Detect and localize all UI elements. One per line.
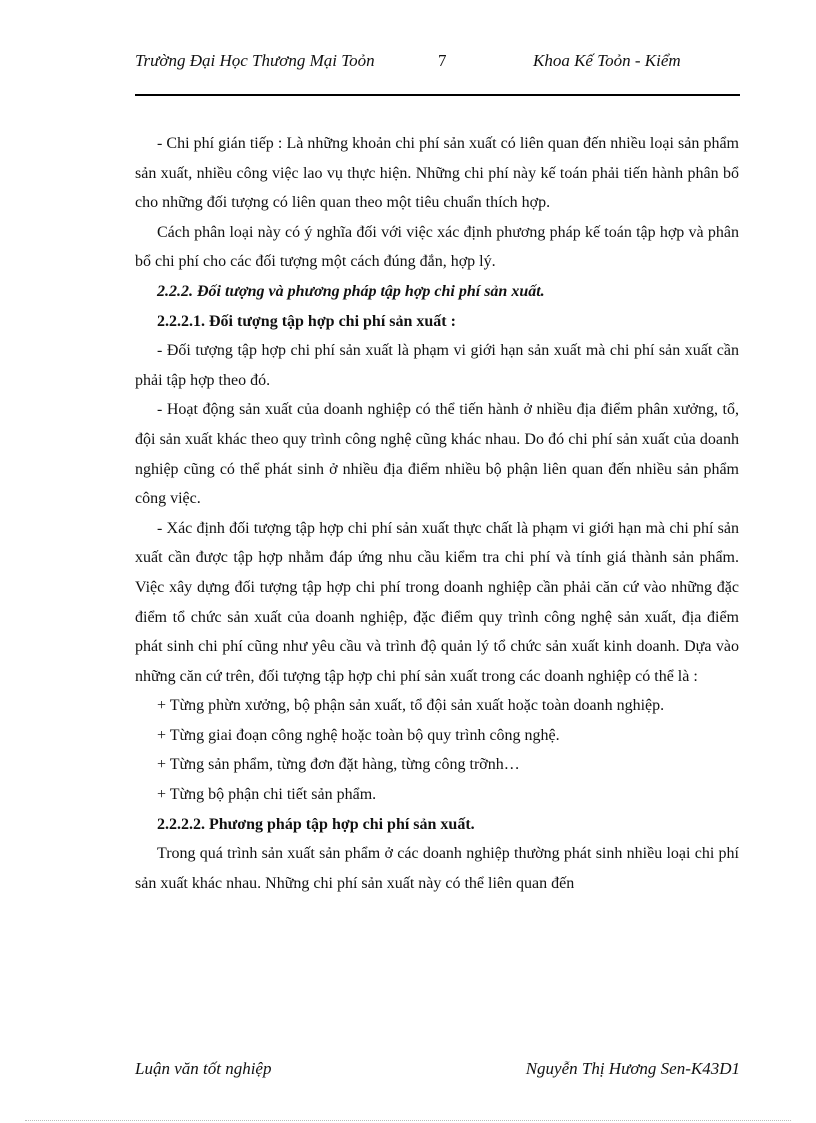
page-number: 7 — [438, 51, 447, 70]
header-university: Trường Đại Học Thương Mại Toỏn — [135, 51, 375, 70]
paragraph-production-process: Trong quá trình sản xuất sản phẩm ở các doanh nghiệp thường phát sinh nhiều loại chi phí sản xuất khác nhau. Những chi phí sản xuất này có thể liên quan đến — [135, 845, 739, 892]
section-heading-2-2-2: 2.2.2. Đối tượng và phương pháp tập hợp chi phí sản xuất. — [157, 282, 545, 300]
list-item: + Từng giai đoạn công nghệ hoặc toàn bộ quy trình công nghệ. — [157, 726, 560, 744]
paragraph-indirect-costs: - Chi phí gián tiếp : Là những khoản chi phí sản xuất có liên quan đến nhiều loại sản phẩm sản xuất, nhiều công việc lao vụ thực hiện. Những chi phí này kế toán phải tiến hành phân bổ cho những đối tượng có liên quan theo một tiêu chuẩn thích hợp. — [135, 135, 739, 212]
list-item: + Từng phừn xưởng, bộ phận sản xuất, tổ đội sản xuất hoặc toàn doanh nghiệp. — [157, 697, 665, 715]
footer-author: Nguyễn Thị Hương Sen-K43D1 — [525, 1059, 740, 1078]
list-item: + Từng sản phẩm, từng đơn đặt hàng, từng công trỡnh… — [157, 756, 520, 774]
subsection-heading-2-2-2-2: 2.2.2.2. Phương pháp tập hợp chi phí sản xuất. — [157, 815, 475, 833]
page-header — [135, 50, 740, 96]
subsection-heading-2-2-2-1: 2.2.2.1. Đối tượng tập hợp chi phí sản xuất : — [157, 312, 456, 330]
paragraph-determining-object: - Xác định đối tượng tập hợp chi phí sản xuất thực chất là phạm vi giới hạn mà chi phí sản xuất cần được tập hợp nhằm đáp ứng nhu cầu kiểm tra chi phí và tính giá thành sản phẩm. Việc xây dựng đối tượng tập hợp chi phí trong doanh nghiệp cần phải căn cứ vào những đặc điểm tổ chức sản xuất của doanh nghiệp, đặc điểm quy trình công nghệ sản xuất, địa điểm phát sinh chi phí cũng như yêu cầu và trình độ quản lý tổ chức sản xuất kinh doanh. Dựa vào những căn cứ trên, đối tượng tập hợp chi phí sản xuất trong các doanh nghiệp có thể là : — [135, 519, 739, 685]
header-faculty: Khoa Kế Toỏn - Kiểm — [533, 51, 681, 70]
document-body — [135, 129, 739, 898]
list-item: + Từng bộ phận chi tiết sản phẩm. — [157, 786, 377, 804]
paragraph-classification-meaning: Cách phân loại này có ý nghĩa đối với việc xác định phương pháp kế toán tập hợp và phân bổ chi phí cho các đối tượng một cách đúng đắn, hợp lý. — [135, 223, 739, 271]
paragraph-object-definition: - Đối tượng tập hợp chi phí sản xuất là phạm vi giới hạn sản xuất mà chi phí sản xuất cần phải tập hợp theo đó. — [135, 342, 739, 389]
page-bottom-divider — [25, 1120, 791, 1121]
paragraph-production-activity: - Hoạt động sản xuất của doanh nghiệp có thể tiến hành ở nhiều địa điểm phân xưởng, tổ, đội sản xuất khác theo quy trình công nghệ cũng khác nhau. Do đó chi phí sản xuất của doanh nghiệp cũng có thể phát sinh ở nhiều địa điểm nhiều bộ phận liên quan đến nhiều sản phẩm công việc. — [135, 401, 739, 508]
footer-thesis-label: Luận văn tốt nghiệp — [135, 1059, 272, 1078]
